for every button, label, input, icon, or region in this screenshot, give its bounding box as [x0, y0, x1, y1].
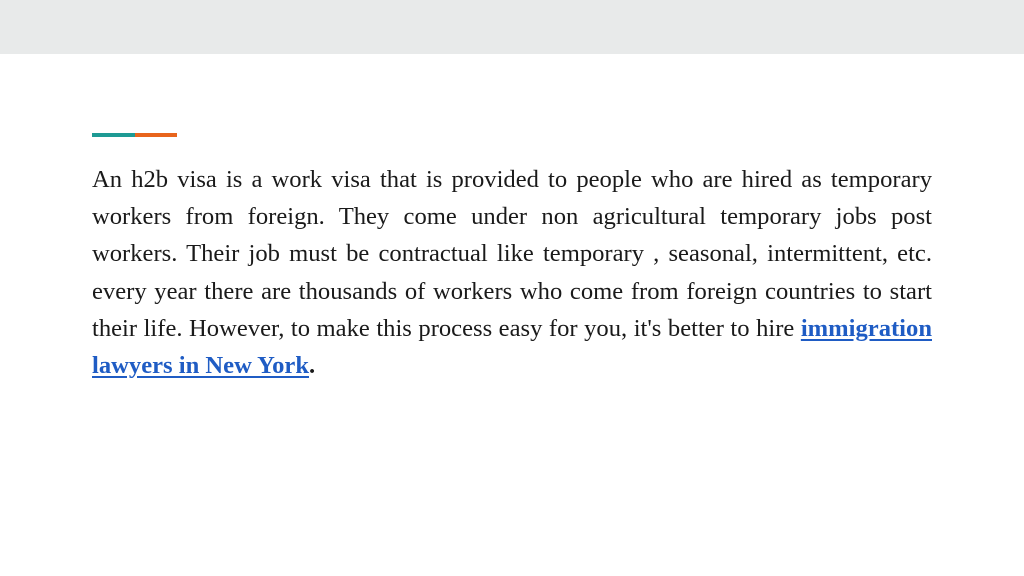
accent-bar-orange: [135, 133, 177, 137]
trailing-period: .: [309, 352, 316, 380]
body-text: An h2b visa is a work visa that is provided to people who are hired as temporary workers from foreign. They come under non agricultural temporary jobs post workers. Their job must be contractual like temporary , seasonal, intermittent, etc. every year there are thousands of workers who come from foreign countries to start their life. However, to make this process easy for you, it's better to hire: [92, 166, 932, 342]
accent-bar-teal: [92, 133, 135, 137]
top-band: [0, 0, 1024, 54]
body-paragraph: [92, 161, 932, 384]
immigration-lawyers-link[interactable]: immigration lawyers in New York: [92, 314, 932, 380]
